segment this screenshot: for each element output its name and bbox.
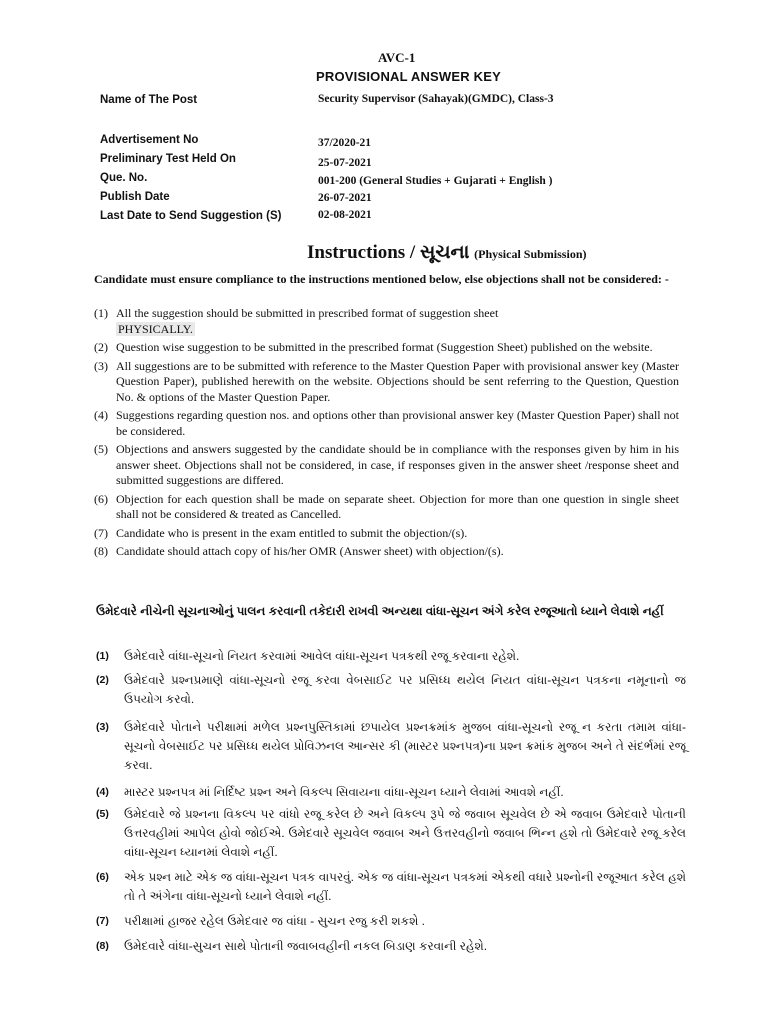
item-text: Objection for each question shall be made on separate sheet. Objection for more than one question in single sheet shall not be considered & treated as Cancelled. [116,491,679,521]
list-item [96,718,686,775]
item-number: (1) [96,650,109,662]
item-number: (8) [94,544,108,558]
detail-label-test-date: Preliminary Test Held On [100,153,236,165]
item-text: એક પ્રશ્ન માટે એક જ વાંધા-સૂચન પત્રક વાપરવું. એક જ વાંધા-સૂચન પત્રકમાં એકથી વધારે પ્રશ્નોની રજૂઆત કરેલ હશે તો તે અંગેના વાંધા-સૂચનો ધ્યાને લેવાશે નહીં. [124,870,686,903]
instructions-heading-main: Instructions / સૂચના [307,242,470,263]
item-text: All suggestions are to be submitted with reference to the Master Question Paper with provisional answer key (Master Question Paper), published herewith on the website. Objections should be sent referring to the Question, Question No. & options of the Master Question Paper. [116,358,679,404]
list-item [96,868,686,906]
highlight-physically: PHYSICALLY. [118,321,193,336]
instructions-heading [307,242,586,264]
list-item [94,408,679,439]
document-title: PROVISIONAL ANSWER KEY [316,69,501,84]
item-number: (5) [94,442,108,456]
list-item [94,544,679,560]
gujarati-instruction-list [96,647,686,956]
list-item [94,492,679,523]
item-text: ઉમેદવારે પ્રશ્નપ્રમાણે વાંધા-સૂચનો રજૂ કરવા વેબસાઈટ પર પ્રસિધ્ધ થયેલ નિયત વાંધા-સૂચન પત્રકના નમૂનાનો જ ઉપયોગ કરવો. [124,673,686,706]
item-number: (8) [96,940,109,952]
list-item [94,442,679,489]
english-intro: Candidate must ensure compliance to the instructions mentioned below, else objections shall not be considered: - [94,272,669,286]
item-text: Candidate who is present in the exam entitled to submit the objection/(s). [116,525,468,540]
detail-value-question-no: 001-200 (General Studies + Gujarati + English ) [318,175,553,187]
list-item [96,912,686,931]
detail-value-advertisement: 37/2020-21 [318,137,372,149]
item-number: (2) [96,674,109,686]
list-item [96,671,686,709]
item-number: (4) [96,786,109,798]
list-item [94,359,679,406]
item-text: ઉમેદવારે પોતાને પરીક્ષામાં મળેલ પ્રશ્નપુસ્તિકામાં છપાયેલ પ્રશ્નક્રમાંક મુજબ વાંધા-સૂચનો રજૂ ન કરતા તમામ વાંધા-સૂચનો વેબસાઈટ પર પ્રસિધ્ધ થયેલ પ્રોવિઝનલ આન્સર કી (માસ્ટર પ્રશ્નપત્ર)ના પ્રશ્ન ક્રમાંક મુજબ અને તે સંદર્ભમાં રજૂ કરવા. [124,720,686,772]
document-code: AVC-1 [378,50,416,65]
item-text [116,306,679,337]
item-number: (2) [94,340,108,354]
detail-label-post: Name of The Post [100,94,198,106]
detail-label-last-date: Last Date to Send Suggestion (S) [100,210,282,222]
item-text: માસ્ટર પ્રશ્નપત્ર માં નિર્દિષ્ટ પ્રશ્ન અને વિકલ્પ સિવાયના વાંધા-સૂચન ધ્યાને લેવામાં આવશે નહીં. [124,785,564,799]
detail-label-question-no: Que. No. [100,172,148,184]
item-number: (6) [96,871,109,883]
detail-value-post: Security Supervisor (Sahayak)(GMDC), Class-3 [318,93,554,105]
list-item [94,340,679,356]
item-text: ઉમેદવારે જે પ્રશ્નના વિકલ્પ પર વાંધો રજૂ કરેલ છે અને વિકલ્પ રૂપે જે જવાબ સૂચવેલ છે એ જવાબ ઉમેદવારે પોતાની ઉત્તરવહીમાં આપેલ હોવો જોઈએ. ઉમેદવારે સૂચવેલ જવાબ અને ઉત્તરવહીનો જવાબ ભિન્ન હશે તો ઉમેદવારે રજૂ કરેલ વાંધા-સૂચન ધ્યાનમાં લેવાશે નહીં. [124,807,686,859]
item-number: (1) [94,306,108,320]
item-number: (4) [94,408,108,422]
detail-value-publish-date: 26-07-2021 [318,192,372,204]
list-item [94,306,679,337]
item-number: (3) [94,358,108,373]
item-text: Question wise suggestion to be submitted in the prescribed format (Suggestion Sheet) published on the website. [116,340,653,354]
item-text: ઉમેદવારે વાંધા-સુચન સાથે પોતાની જવાબવહીની નકલ બિડાણ કરવાની રહેશે. [124,939,488,953]
item-number: (7) [94,525,108,540]
item-text: Candidate should attach copy of his/her OMR (Answer sheet) with objection/(s). [116,544,504,558]
detail-value-test-date: 25-07-2021 [318,157,372,169]
item-text: પરીક્ષામાં હાજર રહેલ ઉમેદવાર જ વાંધા - સુચન રજુ કરી શકશે . [124,914,426,928]
list-item [96,647,686,666]
item-text: Suggestions regarding question nos. and options other than provisional answer key (Master Question Paper) shall not be considered. [116,408,679,438]
instructions-heading-sub: (Physical Submission) [474,247,587,261]
item-number: (7) [96,915,109,927]
item-text: Objections and answers suggested by the candidate should be in compliance with the responses given by him in his answer sheet. Objections shall not be considered, in case, if responses given in the answer sheet /response sheet and submitted suggestions are differed. [116,442,679,487]
item-text-main: All the suggestion should be submitted in prescribed format of suggestion sheet [116,306,499,320]
item-number: (6) [94,491,108,506]
list-item [96,805,686,862]
gujarati-intro: ઉમેદવારે નીચેની સૂચનાઓનું પાલન કરવાની તકેદારી રાખવી અન્યથા વાંધા-સૂચન અંગે કરેલ રજૂઆતો ધ્યાને લેવાશે નહીં [96,604,664,618]
detail-label-advertisement: Advertisement No [100,134,199,146]
detail-value-last-date: 02-08-2021 [318,209,372,221]
list-item [96,783,686,802]
detail-label-publish-date: Publish Date [100,191,170,203]
item-number: (5) [96,808,109,820]
english-instruction-list [94,306,679,560]
item-text: ઉમેદવારે વાંધા-સૂચનો નિયત કરવામાં આવેલ વાંધા-સૂચન પત્રકથી રજૂ કરવાના રહેશે. [124,649,520,663]
list-item [94,526,679,542]
item-number: (3) [96,721,109,733]
list-item [96,937,686,956]
